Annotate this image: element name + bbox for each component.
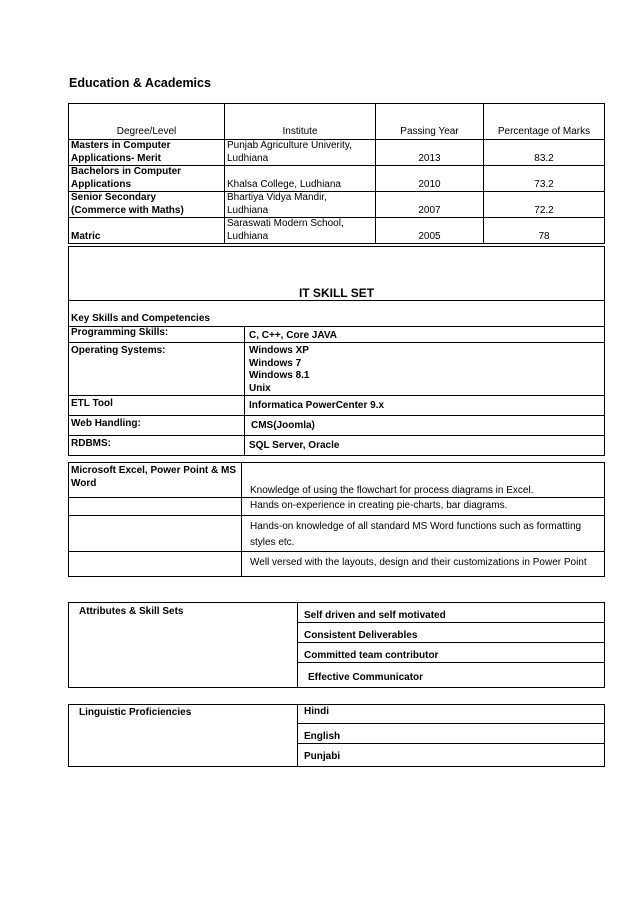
it-skills-title: IT SKILL SET (69, 247, 605, 301)
skill-value (245, 416, 605, 436)
skill-value (245, 396, 605, 416)
language-item: Punjabi (298, 744, 605, 767)
ms-office-item: Hands on-experience in creating pie-charts, bar diagrams. (242, 498, 605, 516)
marks-cell: 73.2 (484, 166, 605, 192)
attribute-item: Consistent Deliverables (298, 623, 605, 643)
linguistic-table (68, 704, 605, 767)
institute-cell (225, 218, 376, 244)
education-header-row (69, 104, 605, 140)
table-row (69, 463, 605, 498)
institute-line: Ludhiana (227, 230, 269, 242)
institute-line: Saraswati Modern School, (227, 218, 344, 229)
it-skills-subtitle: Key Skills and Competencies (69, 301, 605, 327)
year-cell: 2007 (376, 192, 484, 218)
degree-line: Matric (71, 230, 101, 242)
skill-value-line: C, C++, Core JAVA (249, 329, 337, 341)
institute-line: Punjab Agriculture Univerity, (227, 140, 352, 151)
skill-label: Programming Skills: (69, 326, 245, 343)
attributes-label: Attributes & Skill Sets (69, 603, 298, 688)
year-cell: 2010 (376, 166, 484, 192)
degree-line: Bachelors in Computer (71, 166, 182, 177)
empty-cell (69, 551, 242, 576)
institute-line: Bhartiya Vidya Mandir, (227, 192, 327, 203)
institute-cell (225, 166, 376, 192)
institute-line: Ludhiana (227, 152, 269, 164)
skill-value (245, 343, 605, 396)
year-cell: 2013 (376, 140, 484, 166)
table-row (69, 515, 605, 551)
marks-cell: 83.2 (484, 140, 605, 166)
degree-line: Senior Secondary (71, 192, 157, 203)
it-skills-title-row (69, 247, 605, 301)
skill-value-line: Windows 8.1 (249, 370, 310, 381)
skill-label: Web Handling: (69, 416, 245, 436)
marks-cell: 78 (484, 218, 605, 244)
header-passing-year: Passing Year (376, 104, 484, 140)
header-degree: Degree/Level (69, 104, 225, 140)
empty-cell (69, 515, 242, 551)
degree-line: (Commerce with Maths) (71, 204, 184, 216)
language-item: English (298, 724, 605, 744)
skill-label: RDBMS: (69, 436, 245, 456)
degree-line: Masters in Computer (71, 140, 171, 151)
skill-value-line: Unix (249, 382, 271, 394)
skill-value-line: Windows XP (249, 345, 309, 356)
it-skills-table (68, 246, 605, 456)
header-percentage: Percentage of Marks (484, 104, 605, 140)
skill-value (245, 436, 605, 456)
table-row (69, 498, 605, 516)
institute-cell (225, 192, 376, 218)
degree-cell (69, 166, 225, 192)
degree-cell (69, 192, 225, 218)
language-item: Hindi (298, 705, 605, 724)
table-row (69, 140, 605, 166)
linguistic-label: Linguistic Proficiencies (69, 705, 298, 767)
attribute-item: Committed team contributor (298, 643, 605, 663)
institute-cell (225, 140, 376, 166)
attributes-table (68, 602, 605, 688)
table-row (69, 192, 605, 218)
table-row (69, 551, 605, 576)
degree-cell (69, 140, 225, 166)
attribute-item: Effective Communicator (298, 663, 605, 688)
table-row (69, 326, 605, 343)
institute-line: Ludhiana (227, 204, 269, 216)
table-row (69, 436, 605, 456)
it-skills-subtitle-row (69, 301, 605, 327)
skill-label: Operating Systems: (69, 343, 245, 396)
skill-label: ETL Tool (69, 396, 245, 416)
ms-office-label: Microsoft Excel, Power Point & MS Word (69, 463, 242, 498)
education-table (68, 103, 605, 244)
year-cell: 2005 (376, 218, 484, 244)
ms-office-item: Hands-on knowledge of all standard MS Word functions such as formatting styles etc. (242, 515, 605, 551)
skill-value-line: SQL Server, Oracle (249, 440, 340, 451)
degree-line: Applications (71, 178, 132, 190)
skill-value-line: CMS(Joomla) (251, 420, 315, 431)
table-row (69, 705, 605, 724)
table-row (69, 396, 605, 416)
ms-office-item: Well versed with the layouts, design and their customizations in Power Point (242, 551, 605, 576)
table-row (69, 166, 605, 192)
ms-office-item: Knowledge of using the flowchart for process diagrams in Excel. (242, 463, 605, 498)
empty-cell (69, 498, 242, 516)
ms-office-table (68, 462, 605, 577)
skill-value-line: Informatica PowerCenter 9.x (249, 400, 385, 411)
table-row (69, 416, 605, 436)
header-institute: Institute (225, 104, 376, 140)
table-row (69, 343, 605, 396)
skill-value (245, 326, 605, 343)
degree-cell (69, 218, 225, 244)
table-row (69, 603, 605, 623)
institute-line: Khalsa College, Ludhiana (227, 178, 341, 190)
marks-cell: 72.2 (484, 192, 605, 218)
section-title: Education & Academics (69, 76, 211, 90)
skill-value-line: Windows 7 (249, 357, 302, 369)
table-row (69, 218, 605, 244)
attribute-item: Self driven and self motivated (298, 603, 605, 623)
degree-line: Applications- Merit (71, 152, 162, 164)
